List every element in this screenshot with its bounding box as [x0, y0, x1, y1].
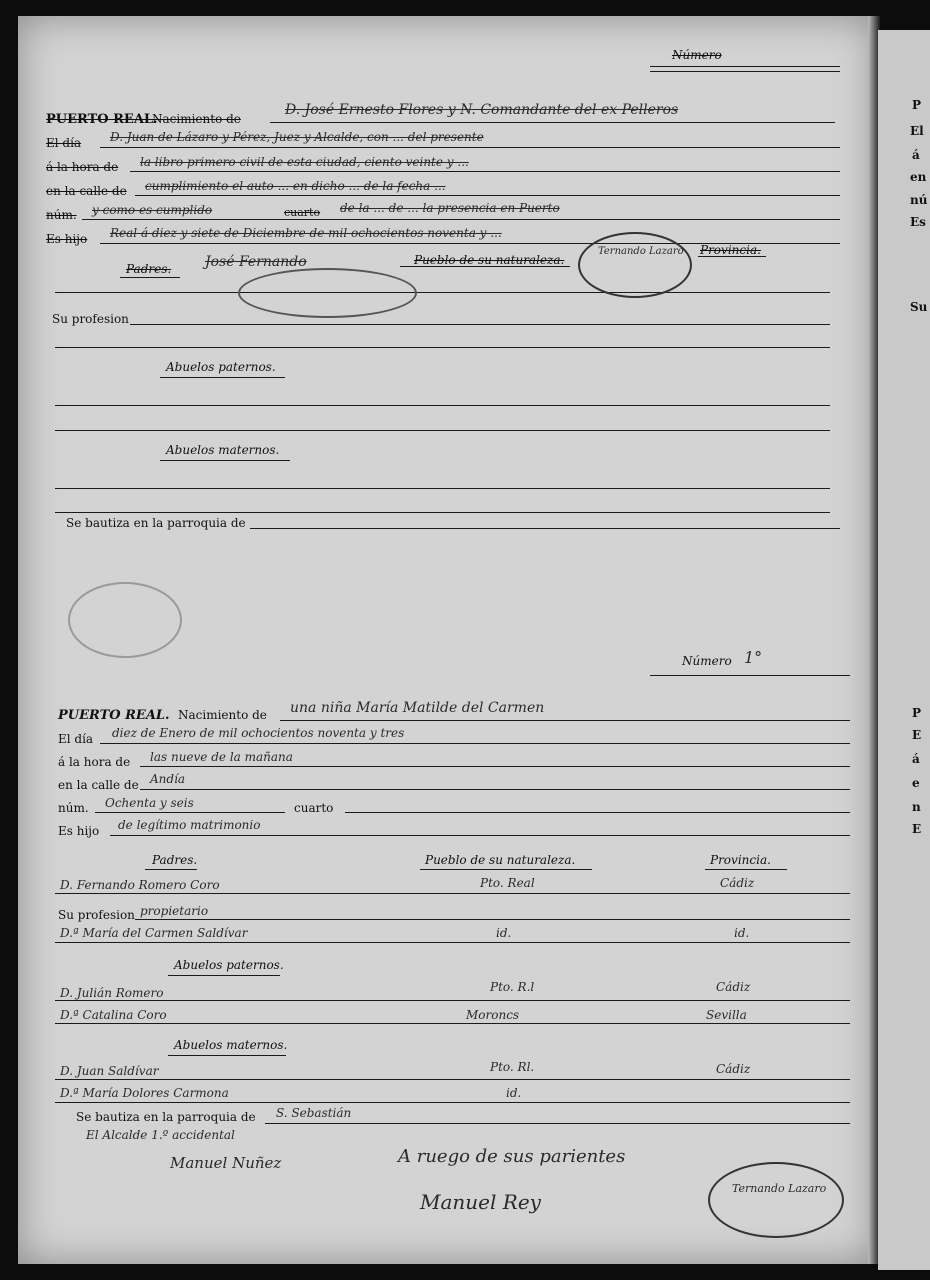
right-fragment: á [912, 148, 920, 162]
right-fragment: Su [910, 300, 928, 314]
top-cuarto-label: cuarto [284, 206, 321, 219]
bottom-padres-label: Padres. [152, 853, 198, 867]
signature-manuel-rey: Manuel Rey [420, 1190, 541, 1214]
bottom-abuelo-mat-2: D.ª María Dolores Carmona [60, 1086, 229, 1100]
right-fragment: P [912, 706, 922, 720]
bottom-num-label: núm. [58, 801, 89, 815]
top-seal-stamp [578, 232, 692, 298]
top-dia: D. Juan de Lázaro y Pérez, Juez y Alcalde, con ... del presente [110, 130, 484, 144]
top-pueblo-label: Pueblo de su naturaleza. [414, 253, 565, 267]
bottom-bautiza-label: Se bautiza en la parroquia de [76, 1110, 256, 1124]
top-provincia-label: Provincia. [700, 243, 761, 257]
bottom-parroquia: S. Sebastián [276, 1106, 352, 1120]
bottom-dia-label: El día [58, 732, 94, 746]
right-fragment: nú [910, 193, 928, 207]
bottom-profesion: propietario [140, 904, 209, 918]
ruego-text: A ruego de sus parientes [398, 1146, 626, 1167]
bottom-madre-pueblo: id. [496, 926, 512, 940]
right-fragment: e [912, 776, 920, 790]
top-bautiza-label: Se bautiza en la parroquia de [66, 516, 246, 530]
bottom-madre-provincia: id. [734, 926, 750, 940]
bottom-seal-stamp [708, 1162, 844, 1238]
bottom-abuelo-pat-1-prov: Cádiz [716, 980, 751, 994]
bottom-padre-pueblo: Pto. Real [480, 876, 535, 890]
right-fragment: en [910, 170, 927, 184]
top-nac-label: Nacimiento de [152, 112, 241, 126]
top-abuelos-paternos-label: Abuelos paternos. [166, 360, 276, 374]
bottom-hijo-label: Es hijo [58, 824, 100, 838]
top-num-label: núm. [46, 208, 77, 222]
right-fragment: E [912, 822, 922, 836]
signature-alcalde: Manuel Nuñez [170, 1154, 282, 1172]
bottom-madre: D.ª María del Carmen Saldívar [60, 926, 248, 940]
bottom-profesion-label: Su profesion [58, 908, 135, 922]
bottom-abuelos-maternos-label: Abuelos maternos. [174, 1038, 288, 1052]
bottom-hijo: de legítimo matrimonio [118, 818, 261, 832]
top-place: PUERTO REAL. [46, 112, 158, 127]
top-dia-label: El día [46, 136, 82, 150]
bottom-calle: Andía [150, 772, 186, 786]
top-seal-text: Ternando Lazaro [598, 246, 684, 257]
top-calle: cumplimiento el auto ... en dicho ... de la fecha ... [145, 179, 446, 193]
bottom-abuelo-pat-2-prov: Sevilla [706, 1008, 747, 1022]
right-fragment: á [912, 752, 920, 766]
top-name: D. José Ernesto Flores y N. Comandante del ex Pelleros [285, 102, 679, 118]
top-cuarto: de la ... de ... la presencia en Puerto [340, 201, 560, 215]
top-flourish [238, 268, 417, 318]
bottom-nac-label: Nacimiento de [178, 708, 267, 722]
bottom-place: PUERTO REAL. [58, 708, 170, 723]
top-num: y como es cumplido [92, 203, 213, 217]
bottom-abuelo-pat-1-pueblo: Pto. R.l [490, 980, 535, 994]
bottom-provincia-label: Provincia. [710, 853, 771, 867]
right-fragment: P [912, 98, 922, 112]
top-abuelos-maternos-label: Abuelos maternos. [166, 443, 280, 457]
top-padres-label: Padres. [126, 262, 172, 276]
right-fragment: Es [910, 215, 926, 229]
right-fragment: n [912, 800, 921, 814]
top-hora-label: á la hora de [46, 160, 119, 174]
bottom-abuelos-paternos-label: Abuelos paternos. [174, 958, 284, 972]
bleed-through-seal [68, 582, 182, 658]
bottom-padre-provincia: Cádiz [720, 876, 755, 890]
right-fragment: El [910, 124, 924, 138]
bottom-numero-label: Número [682, 654, 732, 668]
bottom-calle-label: en la calle de [58, 778, 139, 792]
top-profesion-label: Su profesion [52, 312, 129, 326]
bottom-abuelo-pat-2-pueblo: Moroncs [466, 1008, 520, 1022]
bottom-seal-text: Ternando Lazaro [732, 1182, 827, 1195]
bottom-num: Ochenta y seis [105, 796, 194, 810]
bottom-padre: D. Fernando Romero Coro [60, 878, 220, 892]
bottom-abuelo-pat-1: D. Julián Romero [60, 986, 164, 1000]
bottom-nota: El Alcalde 1.º accidental [86, 1128, 235, 1142]
top-hijo: Real á diez y siete de Diciembre de mil ochocientos noventa y ... [110, 226, 502, 240]
bottom-pueblo-label: Pueblo de su naturaleza. [425, 853, 576, 867]
bottom-dia: diez de Enero de mil ochocientos noventa y tres [112, 726, 405, 740]
bottom-abuelo-mat-1: D. Juan Saldívar [60, 1064, 159, 1078]
bottom-abuelo-mat-1-pueblo: Pto. Rl. [490, 1060, 535, 1074]
bottom-numero: 1° [744, 648, 763, 667]
bottom-name: una niña María Matilde del Carmen [290, 700, 545, 716]
right-fragment: E [912, 728, 922, 742]
bottom-hora: las nueve de la mañana [150, 750, 293, 764]
bottom-cuarto-label: cuarto [294, 801, 334, 815]
top-hora: la libro primero civil de esta ciudad, ciento veinte y ... [140, 155, 469, 169]
bottom-abuelo-mat-1-prov: Cádiz [716, 1062, 751, 1076]
bottom-abuelo-mat-2-pueblo: id. [506, 1086, 522, 1100]
top-numero-label: Número [672, 48, 722, 62]
bottom-abuelo-pat-2: D.ª Catalina Coro [60, 1008, 167, 1022]
top-padres: José Fernando [205, 254, 307, 270]
top-calle-label: en la calle de [46, 184, 127, 198]
bottom-hora-label: á la hora de [58, 755, 131, 769]
top-hijo-label: Es hijo [46, 232, 88, 246]
